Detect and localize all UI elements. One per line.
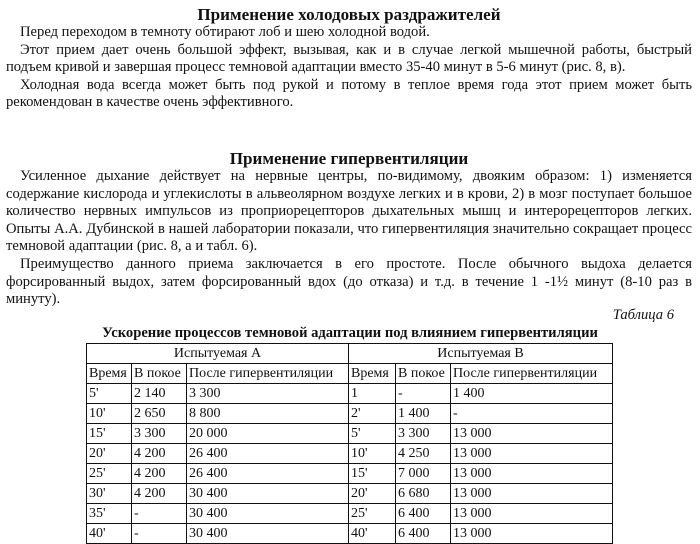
table-cell: - bbox=[132, 524, 187, 544]
table-cell: 30 400 bbox=[187, 484, 349, 504]
table-row bbox=[87, 384, 613, 404]
section-hyperventilation bbox=[6, 150, 692, 309]
table-cell: 20' bbox=[349, 484, 396, 504]
table-row bbox=[87, 424, 613, 444]
table-cell: 8 800 bbox=[187, 404, 349, 424]
table-title: Ускорение процессов темновой адаптации под влиянием гипервентиляции bbox=[102, 325, 598, 341]
table-cell: 30' bbox=[87, 484, 132, 504]
table-cell: 10' bbox=[87, 404, 132, 424]
table-cell: 26 400 bbox=[187, 444, 349, 464]
group-header-a: Испытуемая А bbox=[87, 344, 349, 364]
table-cell: - bbox=[396, 384, 451, 404]
group-header-b: Испытуемая В bbox=[349, 344, 613, 364]
table-cell: 25' bbox=[87, 464, 132, 484]
table-cell: - bbox=[132, 504, 187, 524]
table-cell: 15' bbox=[87, 424, 132, 444]
table-cell: 30 400 bbox=[187, 504, 349, 524]
table-cell: 1 bbox=[349, 384, 396, 404]
table-cell: 5' bbox=[349, 424, 396, 444]
table-cell: 6 400 bbox=[396, 504, 451, 524]
table-cell: 1 400 bbox=[396, 404, 451, 424]
table-cell: 26 400 bbox=[187, 464, 349, 484]
paragraph: Холодная вода всегда может быть под рукой и потому в теплое время года этот прием может быть рекомендован в качестве очень эффективного. bbox=[6, 76, 692, 111]
table-cell: 13 000 bbox=[451, 444, 613, 464]
table-cell: 35' bbox=[87, 504, 132, 524]
table-cell: 10' bbox=[349, 444, 396, 464]
table-cell: 2 140 bbox=[132, 384, 187, 404]
table-cell: 4 200 bbox=[132, 464, 187, 484]
table-row bbox=[87, 404, 613, 424]
table-cell: 6 680 bbox=[396, 484, 451, 504]
table-cell: 7 000 bbox=[396, 464, 451, 484]
table-group-header-row bbox=[87, 344, 613, 364]
table-cell: 30 400 bbox=[187, 524, 349, 544]
table-cell: 1 400 bbox=[451, 384, 613, 404]
data-table bbox=[86, 343, 613, 544]
table-cell: 6 400 bbox=[396, 524, 451, 544]
table-row bbox=[87, 524, 613, 544]
column-header: Время bbox=[349, 364, 396, 384]
section-heading: Применение гипервентиляции bbox=[229, 149, 469, 168]
table-row bbox=[87, 464, 613, 484]
table-cell: 20 000 bbox=[187, 424, 349, 444]
paragraph: Перед переходом в темноту обтирают лоб и шею холодной водой. bbox=[20, 24, 430, 40]
table-cell: 4 250 bbox=[396, 444, 451, 464]
table-column-header-row bbox=[87, 364, 613, 384]
table-cell: 4 200 bbox=[132, 444, 187, 464]
section-cold-stimuli bbox=[6, 6, 692, 112]
table-cell: 3 300 bbox=[396, 424, 451, 444]
paragraph: Этот прием дает очень большой эффект, вызывая, как и в случае легкой мышечной работы, быстрый подъем кривой и завершая процесс темновой адаптации вместо 35-40 минут в 5-6 минут (рис. 8, в). bbox=[6, 41, 692, 76]
column-header: После гипервентиляции bbox=[187, 364, 349, 384]
table-row bbox=[87, 484, 613, 504]
table-cell: 13 000 bbox=[451, 504, 613, 524]
table-cell: 20' bbox=[87, 444, 132, 464]
column-header: После гипервентиляции bbox=[451, 364, 613, 384]
table-cell: 13 000 bbox=[451, 484, 613, 504]
table-cell: 4 200 bbox=[132, 484, 187, 504]
column-header: В покое bbox=[132, 364, 187, 384]
table-cell: 40' bbox=[87, 524, 132, 544]
table-cell: 13 000 bbox=[451, 464, 613, 484]
table-cell: 5' bbox=[87, 384, 132, 404]
table-cell: 25' bbox=[349, 504, 396, 524]
table-cell: 13 000 bbox=[451, 424, 613, 444]
paragraph: Преимущество данного приема заключается в его простоте. После обычного выдоха делается форсированный выдох, затем форсированный вдох (до отказа) и т.д. в течение 1 -1½ минут (8-10 раз в минуту). bbox=[6, 255, 692, 308]
table-cell: 2' bbox=[349, 404, 396, 424]
table-row bbox=[87, 444, 613, 464]
table-cell: 13 000 bbox=[451, 524, 613, 544]
table-row bbox=[87, 504, 613, 524]
column-header: Время bbox=[87, 364, 132, 384]
table-label: Таблица 6 bbox=[612, 307, 674, 323]
column-header: В покое bbox=[396, 364, 451, 384]
table-cell: 3 300 bbox=[187, 384, 349, 404]
table-cell: 40' bbox=[349, 524, 396, 544]
table-cell: 3 300 bbox=[132, 424, 187, 444]
table-cell: - bbox=[451, 404, 613, 424]
section-heading: Применение холодовых раздражителей bbox=[197, 5, 501, 24]
table-cell: 15' bbox=[349, 464, 396, 484]
table-cell: 2 650 bbox=[132, 404, 187, 424]
paragraph: Усиленное дыхание действует на нервные центры, по-видимому, двояким образом: 1) изменяется содержание кислорода и углекислоты в альвеолярном воздухе легких и в крови, 2) в мозг поступает большое количество нервных импульсов из проприорецепторов дыхательных мышц и интерорецепторов легких. Опыты А.А. Дубинской в нашей лаборатории показали, что гипервентиляция значительно сокращает процесс темновой адаптации (рис. 8, а и табл. 6). bbox=[6, 168, 692, 255]
